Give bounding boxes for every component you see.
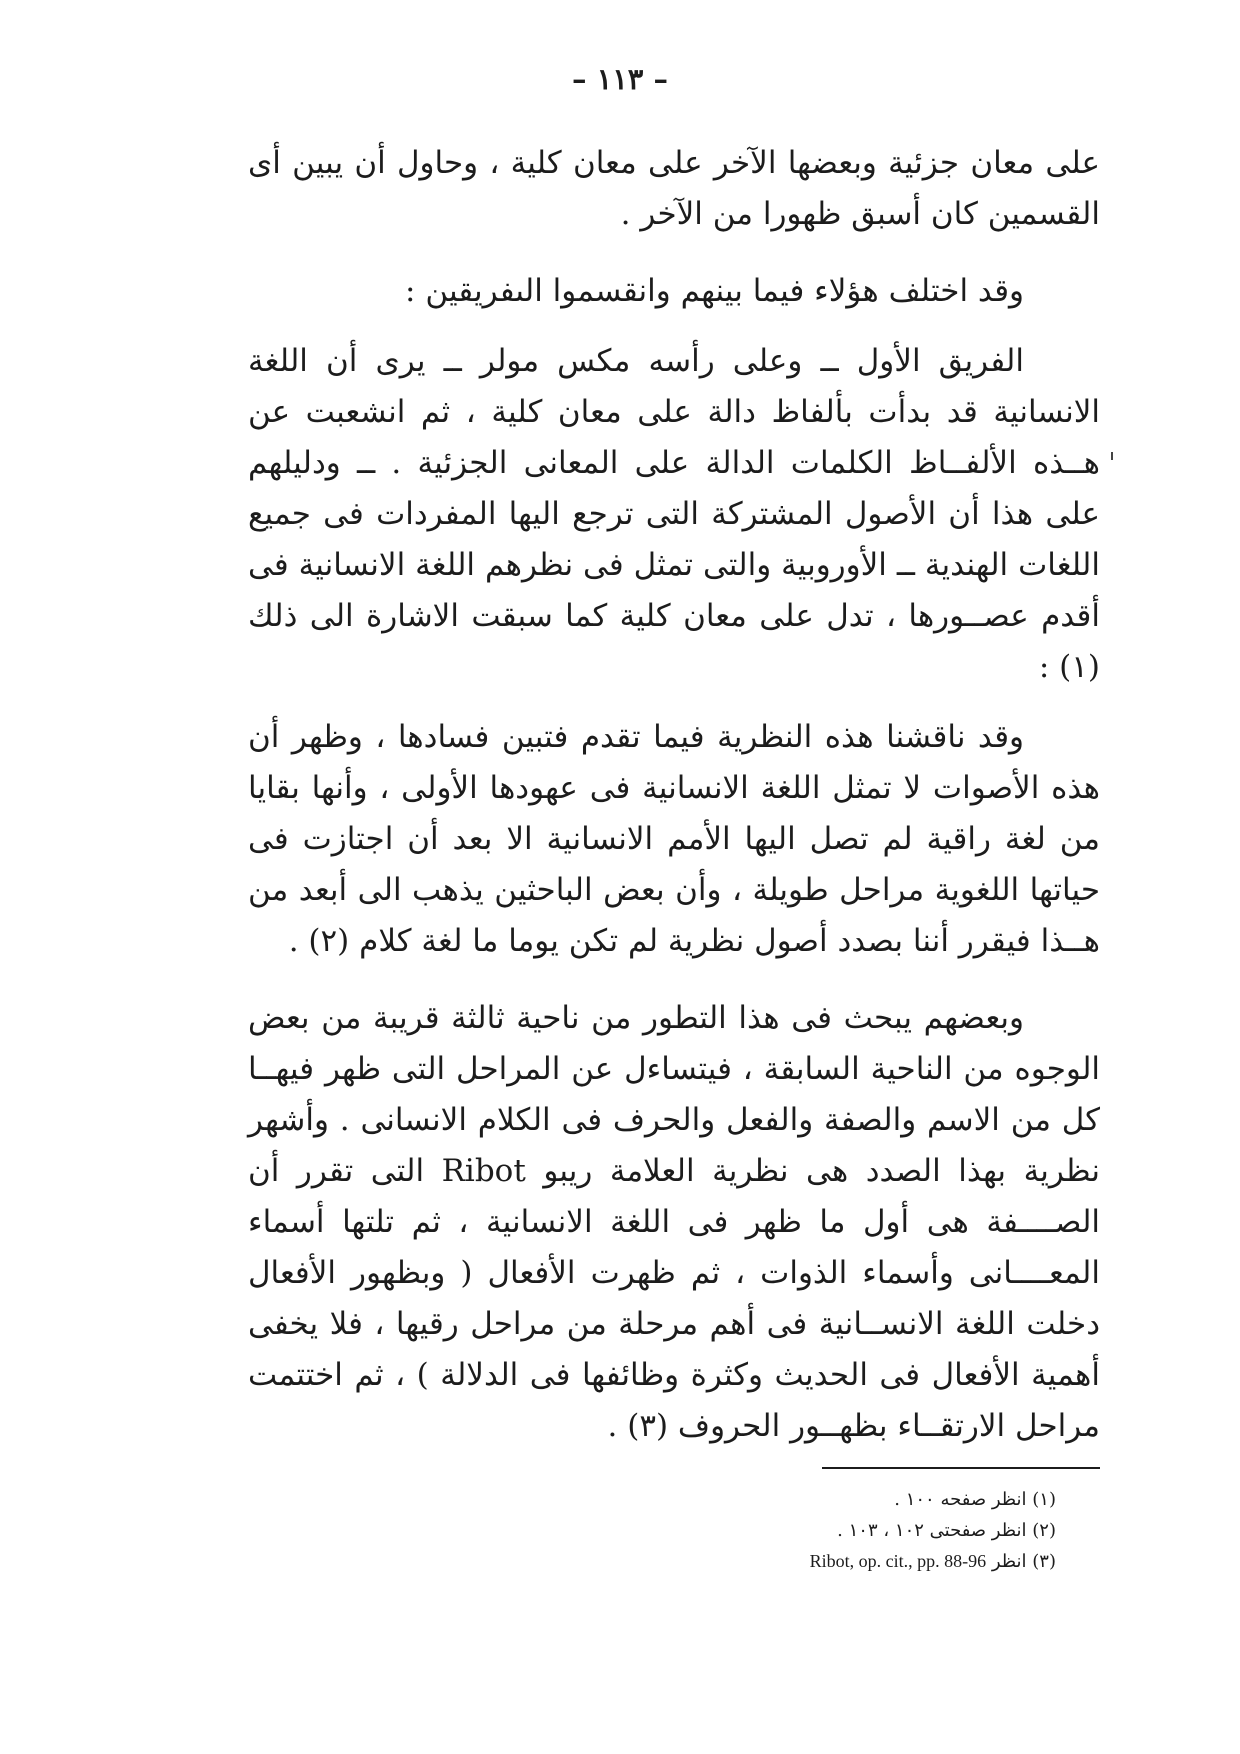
footnote-marker: (٢) xyxy=(1032,1520,1056,1541)
page-number: – ١١٣ – xyxy=(572,62,668,96)
footnote-separator xyxy=(822,1467,1100,1469)
footnote-2 xyxy=(660,1515,1056,1546)
paragraph-two-groups: وقد اختلف هؤلاء فيما بينهم وانقسموا الىفريقين : xyxy=(405,273,1024,309)
footnote-text: انظر صفحه ١٠٠ . xyxy=(894,1489,1027,1510)
paragraph-first-group: الفريق الأول ــ وعلى رأسه مكس مولر ــ يرى أن اللغة الانسانية قد بدأت بألفاظ دالة على معان كلية ، ثم انشعبت عن هــذه الألفــاظ الكلمات الدالة على المعانى الجزئية . ــ ودليلهم على هذا أن الأصول المشتركة التى ترجع اليها المفردات فى جميع اللغات الهندية ــ الأوروبية والتى تمثل فى نظرهم اللغة الانسانية فى أقدم عصــورها ، تدل على معان كلية كما سبقت الاشارة الى ذلك (١) : xyxy=(248,343,1100,685)
footnote-citation: Ribot, op. cit., pp. 88-96 xyxy=(809,1551,987,1571)
main-text xyxy=(248,138,1100,1452)
footnote-1 xyxy=(660,1484,1056,1515)
paragraph-continuation: على معان جزئية وبعضها الآخر على معان كلية ، وحاول أن يبين أى القسمين كان أسبق ظهورا من الآخر . xyxy=(248,145,1100,232)
footnote-3 xyxy=(660,1546,1056,1577)
footnote-marker: (٣) xyxy=(1032,1551,1056,1572)
footnote-text: انظر صفحتى ١٠٢ ، ١٠٣ . xyxy=(837,1520,1027,1541)
footnote-text: انظر xyxy=(991,1551,1027,1572)
scan-speck xyxy=(1111,452,1113,460)
footnote-marker: (١) xyxy=(1032,1489,1056,1510)
paragraph-ribot-theory: وبعضهم يبحث فى هذا التطور من ناحية ثالثة قريبة من بعض الوجوه من الناحية السابقة ، فيتساءل عن المراحل التى ظهر فيهــا كل من الاسم والصفة والفعل والحرف فى الكلام الانسانى . وأشهر نظرية بهذا الصدد هى نظرية العلامة ريبو Ribot التى تقرر أن الصــــفة هى أول ما ظهر فى اللغة الانسانية ، ثم تلتها أسماء المعــــانى وأسماء الذوات ، ثم ظهرت الأفعال ( وبظهور الأفعال دخلت اللغة الانســانية فى أهم مرحلة من مراحل رقيها ، فلا يخفى أهمية الأفعال فى الحديث وكثرة وظائفها فى الدلالة ) ، ثم اختتمت مراحل الارتقــاء بظهــور الحروف (٣) . xyxy=(248,1000,1100,1444)
footnotes xyxy=(660,1484,1056,1577)
paragraph-critique: وقد ناقشنا هذه النظرية فيما تقدم فتبين فسادها ، وظهر أن هذه الأصوات لا تمثل اللغة الانسانية فى عهودها الأولى ، وأنها بقايا من لغة راقية لم تصل اليها الأمم الانسانية الا بعد أن اجتازت فى حياتها اللغوية مراحل طويلة ، وأن بعض الباحثين يذهب الى أبعد من هــذا فيقرر أننا بصدد أصول نظرية لم تكن يوما ما لغة كلام (٢) . xyxy=(248,719,1100,959)
